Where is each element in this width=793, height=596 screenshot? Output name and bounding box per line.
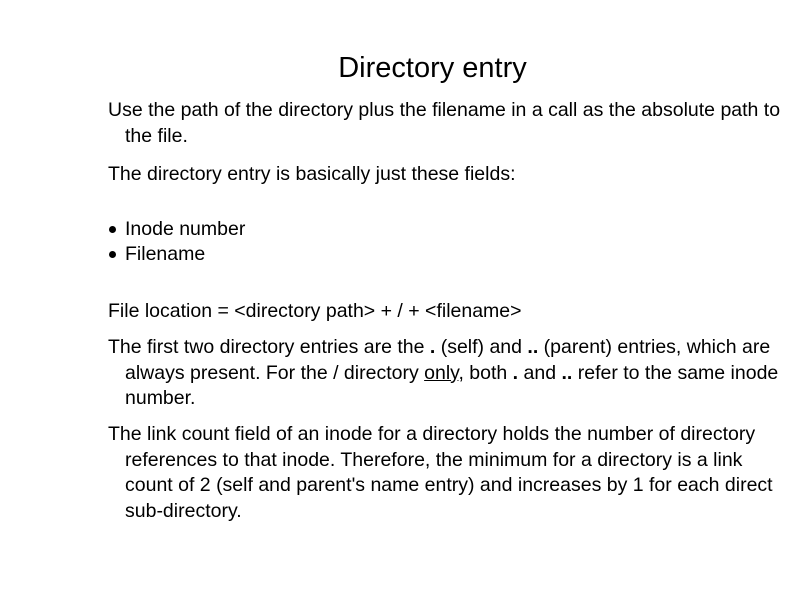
text-segment: (parent) entries, which are always present. For the / directory — [125, 336, 771, 384]
bullet-icon — [109, 226, 116, 233]
bullet-icon — [109, 251, 116, 258]
dotdot-entry: .. — [527, 336, 539, 358]
text-segment: (self) and — [435, 336, 528, 358]
slide-title: Directory entry — [338, 52, 527, 84]
dotdot-entry: .. — [561, 361, 573, 384]
fields-list — [108, 217, 245, 267]
paragraph-link-count: The link count field of an inode for a directory holds the number of directory references to that inode. Therefore, the minimum for a directory is a link count of 2 (self and parent's name entry) and increases by 1 for each direct sub-directory. — [108, 423, 773, 522]
text-segment: , both — [458, 361, 513, 384]
text-segment: refer to the same inode number. — [125, 361, 779, 409]
list-item-label: Inode number — [125, 218, 246, 240]
text-segment: and — [518, 361, 562, 384]
dot-entry: . — [512, 361, 519, 384]
paragraph-file-location: File location = <directory path> + / + <filename> — [108, 300, 522, 322]
paragraph-path: Use the path of the directory plus the filename in a call as the absolute path to the file. — [108, 99, 781, 147]
text-segment: The first two directory entries are the — [108, 336, 430, 358]
dot-entry: . — [429, 336, 436, 358]
list-item-label: Filename — [125, 243, 206, 265]
list-item — [108, 242, 245, 267]
paragraph-fields-intro: The directory entry is basically just these fields: — [108, 163, 516, 185]
list-item — [108, 217, 245, 242]
underlined-only: only — [424, 361, 459, 384]
paragraph-dot-entries — [108, 335, 785, 412]
